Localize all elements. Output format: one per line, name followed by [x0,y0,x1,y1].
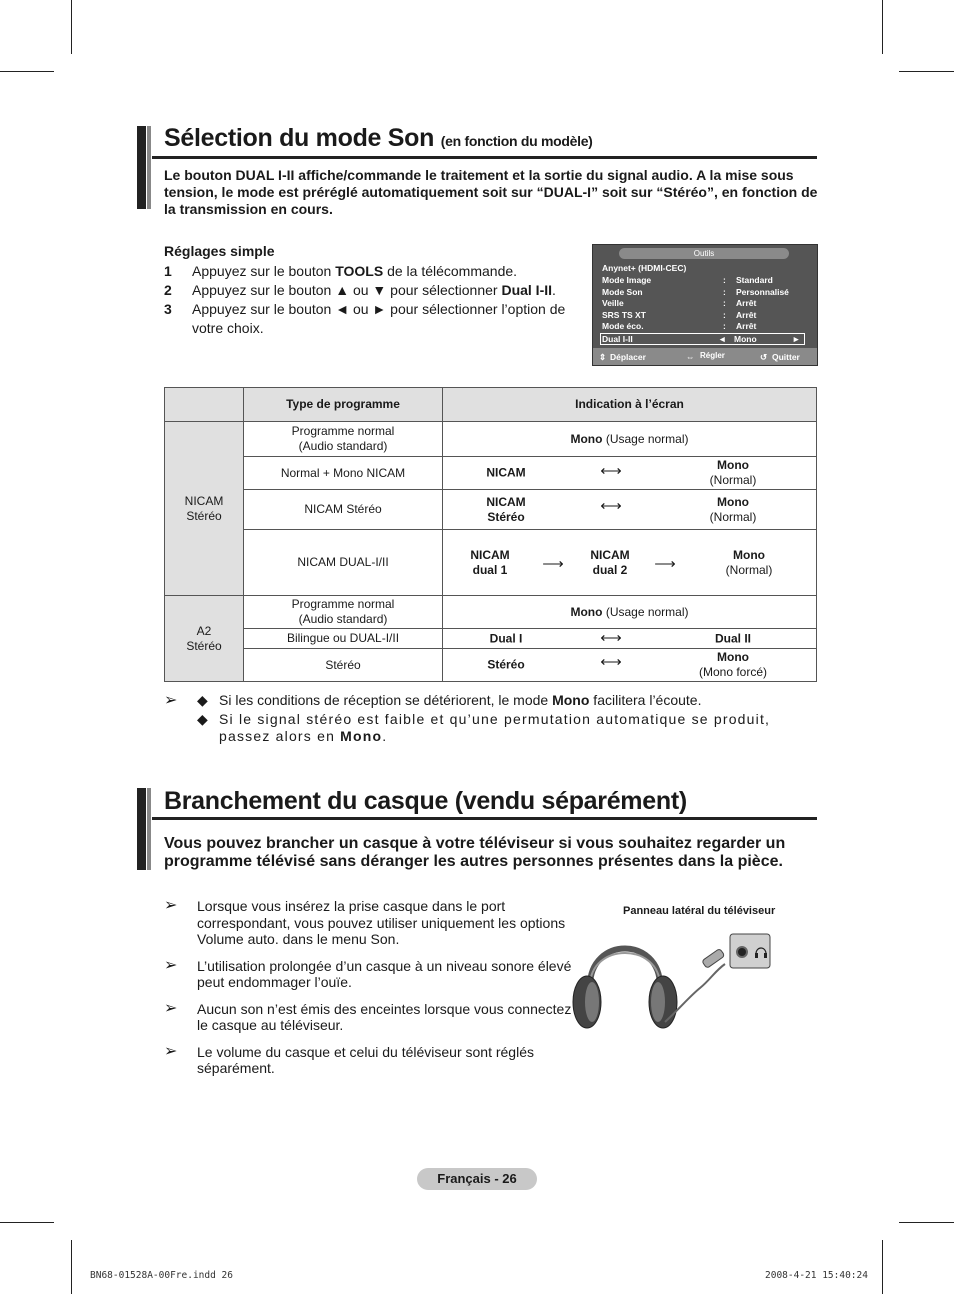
indication-cell [443,490,817,530]
double-arrow-icon: ⟷ [600,497,622,515]
step-item [164,262,574,281]
indication-c [715,631,751,646]
section-title-sub: (en fonction du modèle) [440,133,593,149]
section-intro: Le bouton DUAL I-II affiche/commande le traitement et la sortie du signal audio. A la mise sous tension, le mode est préréglé automatiquement soit sur “DUAL-I” soit sur “Stéréo”, en fonction de la transmission en cours. [164,167,818,217]
indication-text: NICAM [590,547,630,562]
headphone-illustration [570,926,780,1046]
notes-block [164,692,804,747]
crop-mark [899,1222,954,1223]
indication-bold: Mono [570,431,603,446]
indication-c [699,650,767,680]
osd-value: Mono [734,333,757,344]
crop-mark [899,71,954,72]
crop-mark [0,1222,54,1223]
indication-a [490,631,523,646]
type-text: Bilingue ou DUAL-I/II [286,631,400,645]
indication-cell [443,596,817,629]
group-name: Stéréo [186,508,222,523]
osd-label: Mode Image [602,275,652,285]
note-keyword: Mono [340,728,383,744]
osd-value: Arrêt [736,309,757,320]
crop-mark [71,0,72,54]
indication-text: (Normal) [709,509,757,524]
section-title-text: Sélection du mode Son [164,124,435,152]
section-bar [137,126,151,209]
steps-heading: Réglages simple [164,243,275,259]
osd-label: Mode Son [602,286,643,297]
print-slug-file: BN68-01528A-00Fre.indd 26 [90,1270,233,1281]
table-row [165,457,817,490]
indication-text: NICAM [470,547,510,562]
note-text: Le volume du casque et celui du téléviseur sont réglés séparément. [197,1043,534,1076]
indication-text: (Mono forcé) [698,665,768,679]
crop-mark [0,71,54,72]
tools-osd-menu [592,244,818,366]
indication-text: Stéréo [487,657,525,672]
indication-text: NICAM [486,494,526,509]
osd-colon: : [723,298,726,308]
osd-value: Arrêt [736,298,757,308]
note-item [164,711,804,745]
indication-text: (Usage normal) [602,604,689,619]
group-cell [165,596,244,682]
osd-quit-label: Quitter [772,352,800,362]
indication-text: (Usage normal) [602,431,689,446]
indication-text: Mono [732,547,765,562]
indication-a [470,548,509,578]
indication-text: (Normal) [725,562,773,577]
indication-text: (Normal) [709,473,757,487]
note-marker-icon: ➢ [164,956,178,974]
osd-colon: : [723,275,726,285]
osd-label: Mode éco. [602,321,644,331]
note-text: Si les conditions de réception se détériorent, le mode [219,692,553,708]
osd-label: Anynet+ (HDMI-CEC) [602,263,687,273]
step-keyword: TOOLS [335,263,384,279]
note-marker-icon: ➢ [164,1042,178,1060]
section-rule [152,156,817,159]
tv-side-panel [730,934,770,968]
indication-text: Dual I [489,631,523,645]
table-row [165,422,817,457]
indication-a [486,466,525,481]
section-bar [137,788,151,870]
indication-b [590,548,629,578]
page-number: Français - 26 [417,1168,537,1190]
type-cell [244,457,443,490]
osd-row [602,310,807,322]
osd-colon: : [723,286,726,297]
headphone-band [590,949,660,987]
osd-row [602,275,807,287]
step-text: Appuyez sur le bouton [192,263,336,279]
osd-row [602,287,807,299]
indication-text: dual 1 [472,562,508,577]
osd-label: Veille [602,298,624,308]
return-icon: ↺ [760,352,768,362]
type-text: Programme normal [291,424,395,438]
leftright-icon: ⇔ [686,352,695,362]
indication-cell [443,649,817,682]
type-text: (Audio standard) [298,612,388,626]
indication-a [486,495,525,525]
table-row [165,596,817,629]
osd-row-selected [600,333,805,345]
note-item [164,1001,574,1034]
table-header-empty [165,388,244,422]
note-text: Aucun son n’est émis des enceintes lorsque vous connectez le casque au téléviseur. [197,1000,572,1033]
indication-a [487,658,524,673]
note-item [164,958,574,991]
group-name: NICAM [184,493,224,508]
osd-value: Personnalisé [736,286,789,297]
note-text: Si le signal stéréo est faible et qu’une permutation automatique se produit, passez alors en [219,711,771,744]
indication-bold: Mono [570,604,603,619]
type-text: NICAM Stéréo [304,502,382,516]
indication-text: Dual II [714,631,752,645]
osd-adjust-label: Régler [700,351,725,360]
type-cell [244,649,443,682]
section-rule [152,817,817,820]
osd-value: Arrêt [736,321,757,331]
note-keyword: Mono [552,692,590,708]
left-arrow-icon: ◄ [718,333,727,344]
indication-cell [443,629,817,649]
section-title: Branchement du casque (vendu séparément) [164,787,687,815]
type-text: NICAM DUAL-I/II [297,555,389,569]
updown-icon: ⇕ [599,352,607,362]
crop-mark [71,1240,72,1294]
group-name: A2 [196,623,212,638]
osd-move-label: Déplacer [610,352,646,362]
table-row [165,530,817,596]
osd-value: Standard [736,275,773,285]
figure-caption: Panneau latéral du téléviseur [623,905,776,917]
double-arrow-icon: ⟷ [600,629,622,647]
indication-cell [443,457,817,490]
bullet-icon: ◆ [197,692,208,708]
step-number: 3 [164,301,172,317]
type-text: Normal + Mono NICAM [280,465,406,480]
headphone-notes [164,898,574,1087]
indication-text: Mono [716,458,749,472]
type-cell [244,422,443,457]
note-marker-icon: ➢ [164,999,178,1017]
osd-label: Dual I-II [602,333,633,344]
note-item [164,692,804,709]
step-text: Appuyez sur le bouton ◄ ou ► pour sélectionner l’option de votre choix. [192,301,566,336]
programme-table [164,387,817,682]
type-text: (Audio standard) [298,439,388,453]
note-item [164,1044,574,1077]
note-text: facilitera l’écoute. [589,692,702,708]
osd-colon: : [723,321,726,331]
type-cell [244,629,443,649]
double-arrow-icon: ⟷ [600,653,622,671]
step-item [164,300,574,338]
osd-row [602,263,807,275]
step-number: 2 [164,282,172,298]
group-name: Stéréo [186,638,222,653]
indication-c [710,495,757,525]
crop-mark [882,1240,883,1294]
step-text: de la télécommande. [383,263,518,279]
note-item [164,898,574,948]
section-title [164,124,593,153]
type-cell [244,530,443,596]
type-text: Programme normal [291,597,395,611]
group-cell [165,422,244,596]
step-item [164,281,574,300]
indication-c [726,548,773,578]
table-row [165,649,817,682]
indication-text: NICAM [486,465,526,480]
indication-text: dual 2 [592,562,628,577]
headphone-jack [737,947,747,957]
osd-colon: : [723,309,726,320]
bullet-icon: ◆ [197,711,208,727]
right-arrow-icon: ► [792,333,801,344]
print-slug-date: 2008-4-21 15:40:24 [765,1270,868,1281]
osd-row [602,298,807,310]
type-text: Stéréo [325,657,361,672]
indication-text: Mono [717,650,749,664]
table-row [165,629,817,649]
arrow-right-icon: ⟶ [542,555,564,573]
indication-text: Mono [716,494,749,509]
indication-cell [443,422,817,457]
osd-row [602,321,807,333]
table-header-indication: Indication à l’écran [443,388,817,422]
double-arrow-icon: ⟷ [600,462,622,480]
step-number: 1 [164,263,172,279]
step-text: . [552,282,556,298]
indication-cell [443,530,817,596]
steps-list [164,242,574,338]
note-marker-icon: ➢ [164,897,178,914]
type-cell [244,596,443,629]
type-cell [244,490,443,530]
crop-mark [882,0,883,54]
osd-title: Outils [619,248,789,259]
note-text: Lorsque vous insérez la prise casque dans le port correspondant, vous pouvez utiliser uniquement les options Volume auto. dans le menu Son. [197,898,566,947]
table-header-row [165,388,817,422]
indication-text: Stéréo [487,509,525,524]
note-text: L’utilisation prolongée d’un casque à un niveau sonore élevé peut endommager l’ouïe. [197,957,572,990]
step-keyword: Dual I-II [501,282,553,298]
note-marker-icon: ➢ [164,692,178,709]
note-text: . [382,728,388,744]
section-intro: Vous pouvez brancher un casque à votre téléviseur si vous souhaitez regarder un programme télévisé sans déranger les autres personnes présentes dans la pièce. [164,835,786,870]
indication-c [710,458,757,488]
table-row [165,490,817,530]
arrow-right-icon: ⟶ [654,555,676,573]
osd-label: SRS TS XT [602,309,646,320]
table-header-type: Type de programme [244,388,443,422]
osd-footer [593,348,817,365]
headphone-plug [702,948,725,968]
step-text: Appuyez sur le bouton ▲ ou ▼ pour sélectionner [192,282,502,298]
